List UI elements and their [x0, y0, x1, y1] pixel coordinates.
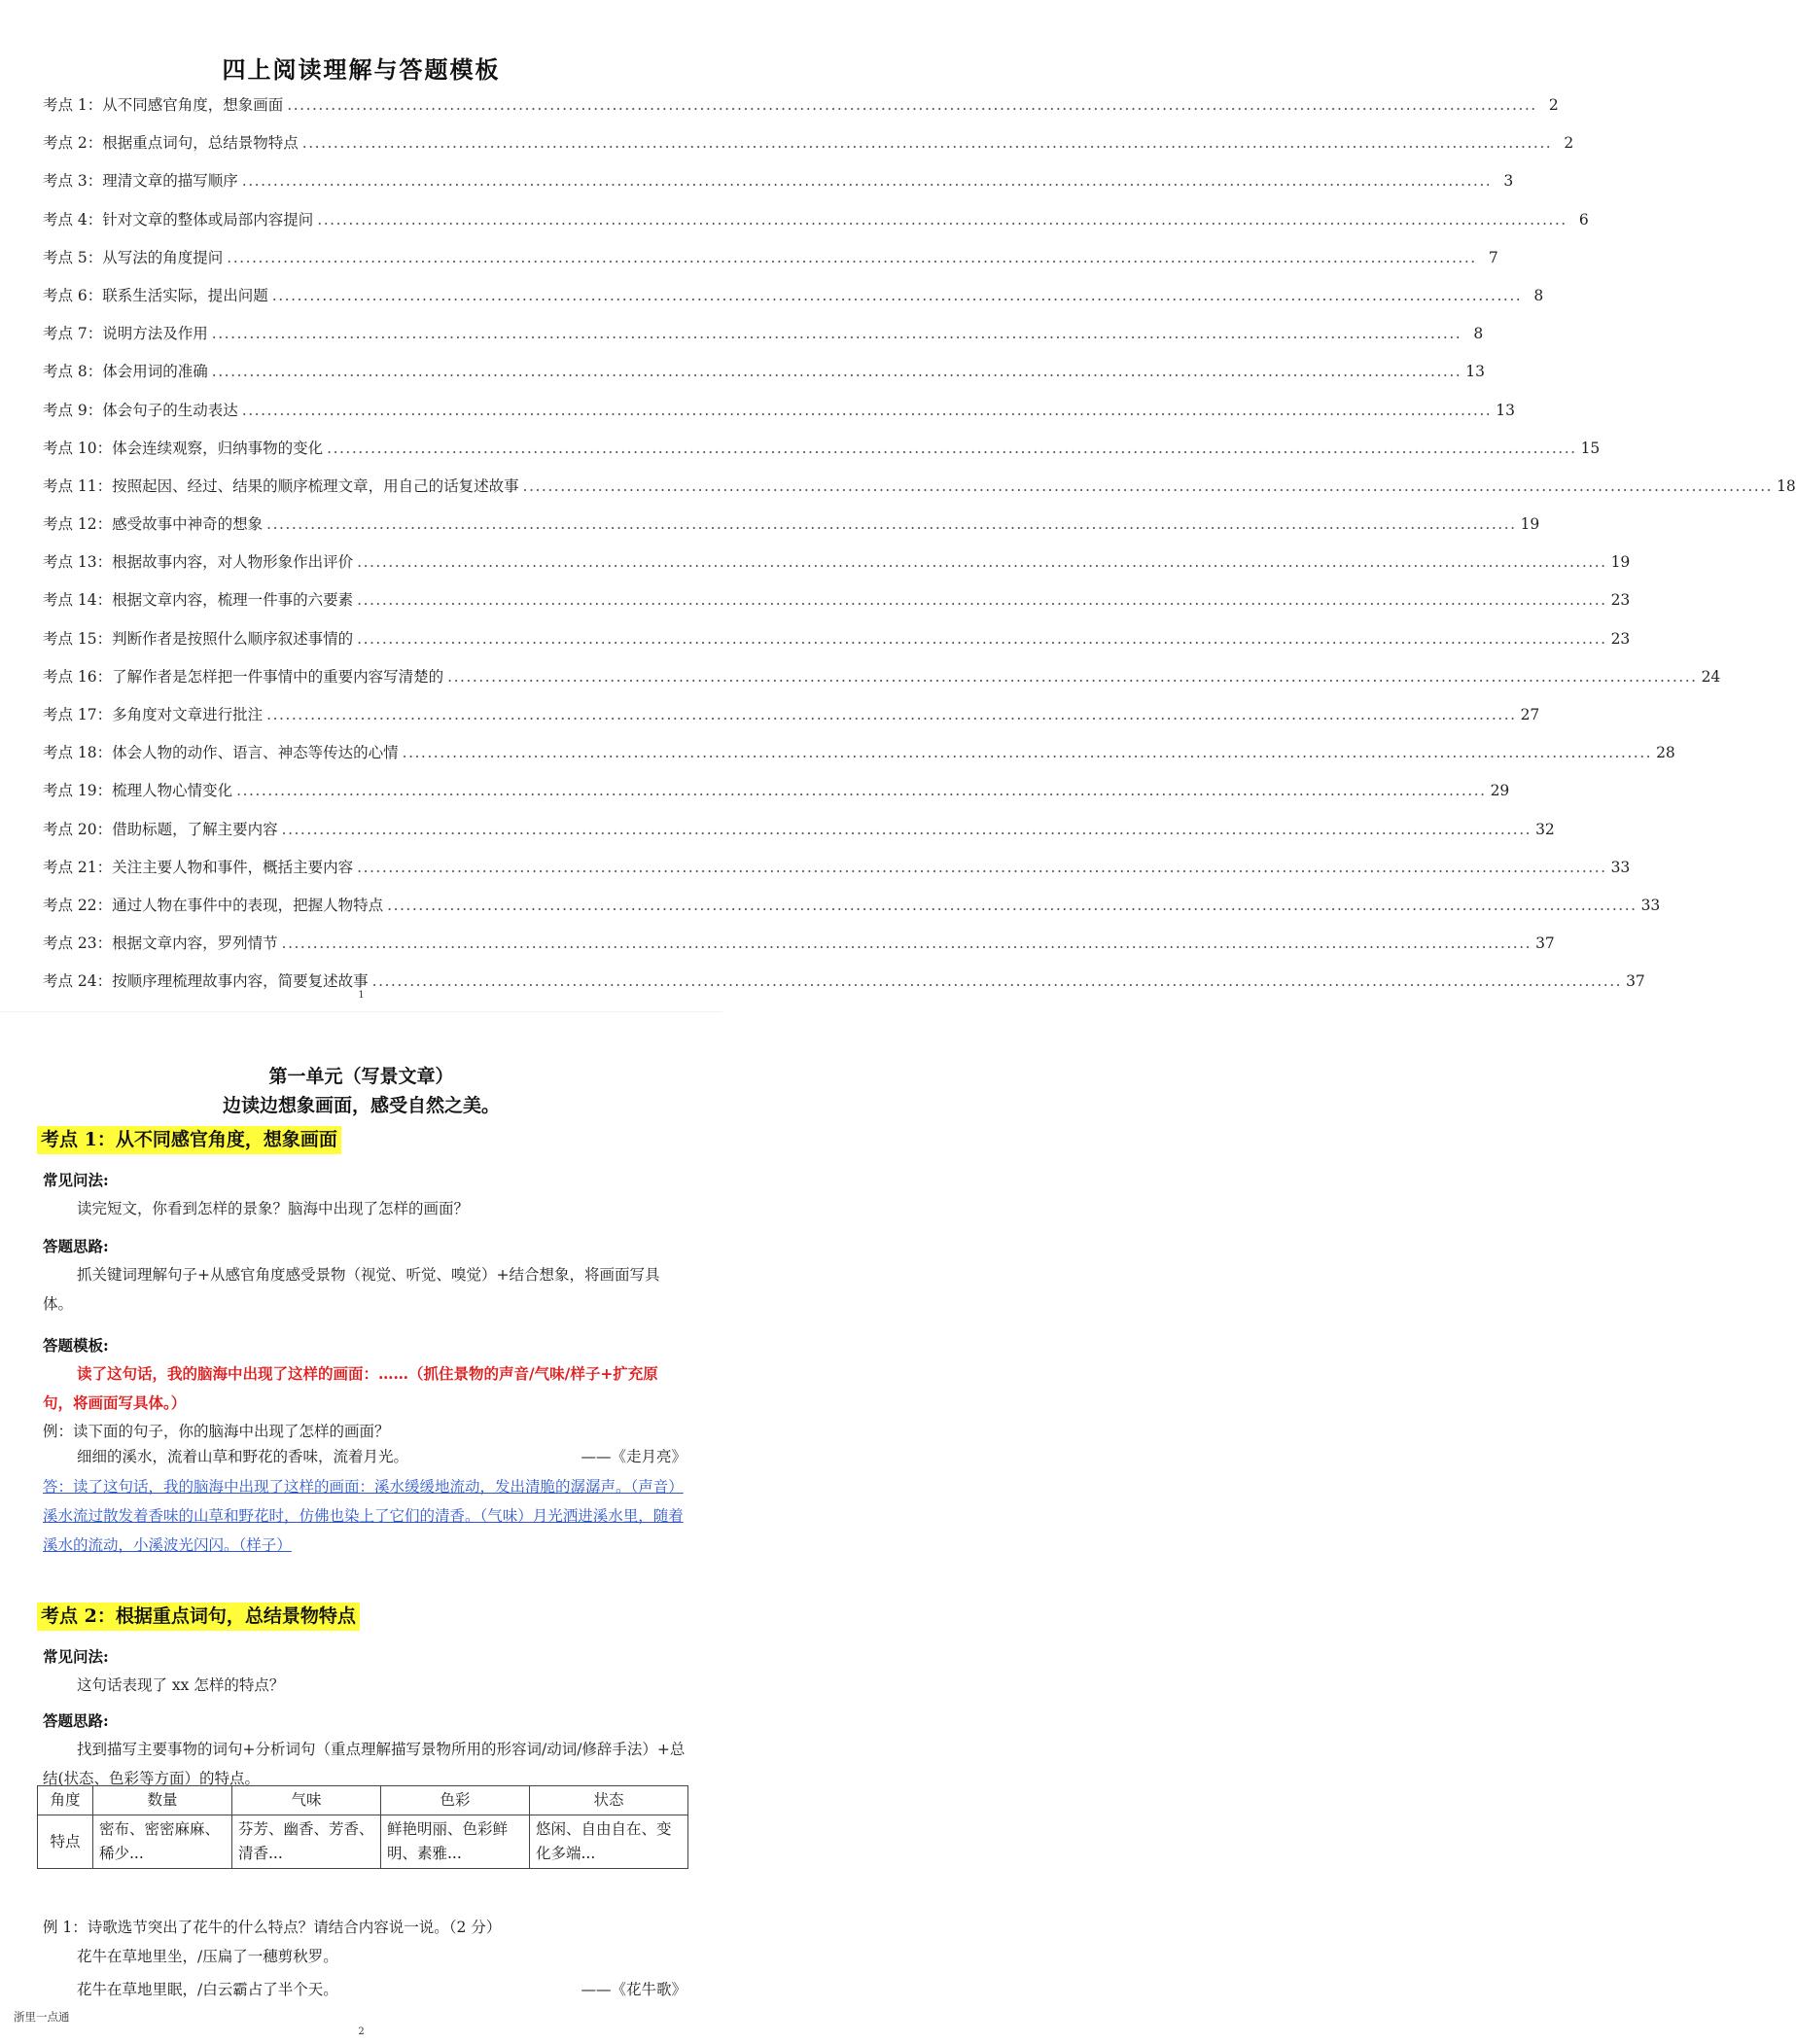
- toc-entry-label: 考点 11：按照起因、经过、结果的顺序梳理文章，用自己的话复述故事: [43, 476, 523, 496]
- toc-entry[interactable]: [43, 590, 1631, 628]
- toc-entry-label: 考点 15：判断作者是按照什么顺序叙述事情的: [43, 629, 357, 649]
- example-sentence: 细细的溪水，流着山草和野花的香味，流着月光。: [77, 1448, 409, 1465]
- toc-entry-page: 8: [1533, 286, 1544, 304]
- toc-entry[interactable]: [43, 934, 1555, 971]
- table-header: 气味: [232, 1786, 381, 1815]
- example-sentence-line: [43, 1445, 687, 1468]
- question-label: 常见问法:: [43, 1171, 109, 1189]
- toc-leader-dots: ........................................................................................................................................................................................................: [387, 896, 1638, 914]
- table-cell: 芬芳、幽香、芳香、清香...: [232, 1815, 381, 1869]
- toc-entry[interactable]: [43, 324, 1484, 362]
- toc-entry[interactable]: [43, 439, 1601, 476]
- toc-leader-dots: ........................................................................................................................................................................................................: [266, 706, 1517, 723]
- toc-entry-page: 6: [1578, 210, 1589, 229]
- toc-entry-label: 考点 17：多角度对文章进行批注: [43, 705, 266, 724]
- toc-entry-label: 考点 13：根据故事内容，对人物形象作出评价: [43, 552, 357, 572]
- toc-entry[interactable]: [43, 476, 1796, 514]
- toc-entry[interactable]: [43, 858, 1631, 896]
- toc-leader-dots: ........................................................................................................................................................................................................: [317, 210, 1567, 229]
- example-answer: 答：读了这句话，我的脑海中出现了这样的画面：溪水缓缓地流动，发出清脆的潺潺声。（声音）溪水流过散发着香味的山草和野花时，仿佛也染上了它们的清香。（气味）月光洒进溪水里，随着溪水的流动，小溪波光闪闪。（样子）: [43, 1478, 684, 1554]
- toc-leader-dots: ........................................................................................................................................................................................................: [236, 782, 1487, 800]
- toc-entry[interactable]: [43, 210, 1589, 248]
- toc-entry-page: 7: [1488, 248, 1498, 266]
- section-heading-1: 考点 1：从不同感官角度，想象画面: [37, 1126, 341, 1154]
- toc-leader-dots: ........................................................................................................................................................................................................: [227, 248, 1477, 266]
- toc-entry-page: 19: [1610, 553, 1631, 572]
- toc-entry-label: 考点 22：通过人物在事件中的表现，把握人物特点: [43, 896, 387, 915]
- toc-entry-page: 33: [1610, 858, 1631, 876]
- example-question: 例：读下面的句子，你的脑海中出现了怎样的画面？: [43, 1423, 390, 1440]
- toc-leader-dots: ........................................................................................................................................................................................................: [241, 172, 1493, 191]
- unit-title: 第一单元（写景文章）: [268, 1066, 454, 1087]
- toc-entry[interactable]: [43, 705, 1540, 743]
- toc-entry-page: 3: [1503, 172, 1514, 191]
- table-header: 数量: [93, 1786, 232, 1815]
- toc-entry-label: 考点 18：体会人物的动作、语言、神态等传达的心情: [43, 743, 403, 762]
- toc-entry-label: 考点 16：了解作者是怎样把一件事情中的重要内容写清楚的: [43, 667, 447, 687]
- toc-entry-label: 考点 10：体会连续观察，归纳事物的变化: [43, 439, 327, 458]
- poem-line-2-row: [43, 1978, 687, 2001]
- toc-entry-page: 19: [1520, 515, 1540, 534]
- toc-entry-label: 考点 1：从不同感官角度，想象画面: [43, 95, 287, 115]
- question-text: 读完短文，你看到怎样的景象？脑海中出现了怎样的画面？: [77, 1200, 470, 1217]
- toc-entry-label: 考点 4：针对文章的整体或局部内容提问: [43, 210, 317, 229]
- toc-entry-page: 37: [1626, 972, 1645, 991]
- toc-leader-dots: ........................................................................................................................................................................................................: [301, 134, 1553, 153]
- poem-line-1: 花牛在草地里坐，/压扁了一穗剪秋罗。: [77, 1948, 338, 1965]
- question-text-2: 这句话表现了 xx 怎样的特点？: [77, 1676, 285, 1694]
- toc-leader-dots: ........................................................................................................................................................................................................: [287, 96, 1537, 114]
- example-source: ——《走月亮》: [581, 1448, 687, 1465]
- page-number-2: 2: [358, 2026, 365, 2037]
- toc-entry-page: 13: [1465, 363, 1485, 381]
- content-page: [0, 1011, 722, 2044]
- page-number: 1: [358, 990, 365, 1001]
- toc-entry[interactable]: [43, 514, 1540, 552]
- toc-entry-page: 24: [1701, 667, 1721, 686]
- toc-leader-dots: ........................................................................................................................................................................................................: [266, 515, 1517, 534]
- table-cell: 鲜艳明丽、色彩鲜明、素雅...: [381, 1815, 530, 1869]
- toc-leader-dots: ........................................................................................................................................................................................................: [281, 934, 1532, 953]
- template-text: 读了这句话，我的脑海中出现了这样的画面：……（抓住景物的声音/气味/样子+扩充原句，将画面写具体。）: [43, 1364, 658, 1412]
- idea-text-2: 找到描写主要事物的词句+分析词句（重点理解描写景物所用的形容词/动词/修辞手法）+总结(状态、色彩等方面）的特点。: [43, 1741, 686, 1787]
- toc-entry[interactable]: [43, 781, 1510, 819]
- toc-entry-label: 考点 14：根据文章内容，梳理一件事的六要素: [43, 590, 357, 610]
- toc-leader-dots: ........................................................................................................................................................................................................: [327, 439, 1577, 457]
- toc-entry[interactable]: [43, 362, 1485, 400]
- toc-entry-page: 28: [1656, 744, 1675, 762]
- table-of-contents: [43, 95, 1796, 1010]
- footer-brand: 浙里一点通: [14, 2010, 70, 2024]
- toc-entry-page: 32: [1535, 820, 1555, 838]
- toc-leader-dots: ........................................................................................................................................................................................................: [357, 858, 1607, 876]
- toc-leader-dots: ........................................................................................................................................................................................................: [271, 286, 1523, 304]
- toc-leader-dots: ........................................................................................................................................................................................................: [241, 401, 1493, 419]
- toc-entry[interactable]: [43, 743, 1675, 781]
- toc-entry-label: 考点 24：按顺序理梳理故事内容，简要复述故事: [43, 971, 372, 991]
- toc-entry-page: 2: [1564, 134, 1574, 153]
- toc-entry-label: 考点 21：关注主要人物和事件，概括主要内容: [43, 858, 357, 877]
- toc-entry[interactable]: [43, 248, 1498, 286]
- table-cell: 悠闲、自由自在、变化多端...: [530, 1815, 688, 1869]
- toc-page: [0, 0, 1796, 1011]
- toc-entry-label: 考点 2：根据重点词句，总结景物特点: [43, 133, 302, 153]
- table-header-row: [38, 1786, 688, 1815]
- example-question-2: 例 1：诗歌选节突出了花牛的什么特点？请结合内容说一说。（2 分）: [43, 1919, 502, 1936]
- toc-entry-page: 8: [1473, 325, 1484, 343]
- table-cell: 密布、密密麻麻、稀少...: [93, 1815, 232, 1869]
- toc-leader-dots: ........................................................................................................................................................................................................: [371, 972, 1623, 991]
- poem-line-2: 花牛在草地里眠，/白云霸占了半个天。: [77, 1981, 338, 1998]
- unit-subtitle: 边读边想象画面，感受自然之美。: [222, 1095, 500, 1116]
- toc-entry-page: 13: [1496, 401, 1515, 419]
- toc-leader-dots: ........................................................................................................................................................................................................: [211, 325, 1462, 343]
- toc-entry-label: 考点 8：体会用词的准确: [43, 362, 212, 381]
- toc-entry-page: 33: [1640, 896, 1661, 914]
- toc-entry[interactable]: [43, 896, 1661, 934]
- toc-entry[interactable]: [43, 286, 1544, 324]
- toc-entry-page: 23: [1610, 591, 1631, 610]
- toc-entry[interactable]: [43, 629, 1631, 667]
- toc-leader-dots: ........................................................................................................................................................................................................: [357, 553, 1607, 572]
- toc-entry[interactable]: [43, 667, 1721, 705]
- toc-entry-page: 23: [1610, 629, 1631, 648]
- toc-entry-page: 27: [1520, 706, 1540, 723]
- idea-label: 答题思路:: [43, 1237, 109, 1255]
- document-title: 四上阅读理解与答题模板: [222, 55, 501, 84]
- section-heading-2: 考点 2：根据重点词句，总结景物特点: [37, 1603, 360, 1631]
- toc-entry[interactable]: [43, 820, 1555, 858]
- table-header: 角度: [38, 1786, 93, 1815]
- toc-entry[interactable]: [43, 552, 1631, 590]
- toc-leader-dots: ........................................................................................................................................................................................................: [522, 476, 1774, 495]
- features-table: [37, 1785, 688, 1869]
- toc-leader-dots: ........................................................................................................................................................................................................: [447, 667, 1698, 686]
- toc-leader-dots: ........................................................................................................................................................................................................: [281, 820, 1532, 838]
- poem-source: ——《花牛歌》: [581, 1981, 687, 1998]
- toc-entry[interactable]: [43, 171, 1514, 209]
- toc-entry-page: 15: [1580, 439, 1601, 457]
- toc-entry-page: 29: [1490, 782, 1510, 800]
- toc-entry-label: 考点 19：梳理人物心情变化: [43, 781, 236, 800]
- toc-entry[interactable]: [43, 133, 1574, 171]
- toc-entry-label: 考点 20：借助标题，了解主要内容: [43, 820, 282, 839]
- toc-leader-dots: ........................................................................................................................................................................................................: [357, 629, 1607, 648]
- toc-entry[interactable]: [43, 95, 1559, 133]
- template-label: 答题模板:: [43, 1336, 109, 1355]
- question-label-2: 常见问法:: [43, 1647, 109, 1666]
- toc-leader-dots: ........................................................................................................................................................................................................: [211, 363, 1462, 381]
- table-header: 色彩: [381, 1786, 530, 1815]
- toc-entry-label: 考点 7：说明方法及作用: [43, 324, 212, 343]
- toc-entry-label: 考点 23：根据文章内容，罗列情节: [43, 934, 282, 953]
- toc-entry-label: 考点 9：体会句子的生动表达: [43, 401, 242, 420]
- table-row: [38, 1815, 688, 1869]
- table-row-head: 特点: [38, 1815, 93, 1869]
- idea-text: 抓关键词理解句子+从感官角度感受景物（视觉、听觉、嗅觉）+结合想象，将画面写具体。: [43, 1266, 660, 1313]
- toc-entry-page: 2: [1548, 96, 1559, 114]
- idea-label-2: 答题思路:: [43, 1711, 109, 1730]
- toc-leader-dots: ........................................................................................................................................................................................................: [357, 591, 1607, 610]
- toc-entry-page: 18: [1777, 476, 1796, 495]
- toc-entry-page: 37: [1535, 934, 1555, 953]
- toc-entry-label: 考点 5：从写法的角度提问: [43, 248, 227, 267]
- toc-entry[interactable]: [43, 401, 1515, 439]
- toc-entry-label: 考点 12：感受故事中神奇的想象: [43, 514, 266, 534]
- table-header: 状态: [530, 1786, 688, 1815]
- toc-entry-label: 考点 3：理清文章的描写顺序: [43, 171, 242, 191]
- toc-entry-label: 考点 6：联系生活实际，提出问题: [43, 286, 272, 305]
- toc-leader-dots: ........................................................................................................................................................................................................: [402, 744, 1653, 762]
